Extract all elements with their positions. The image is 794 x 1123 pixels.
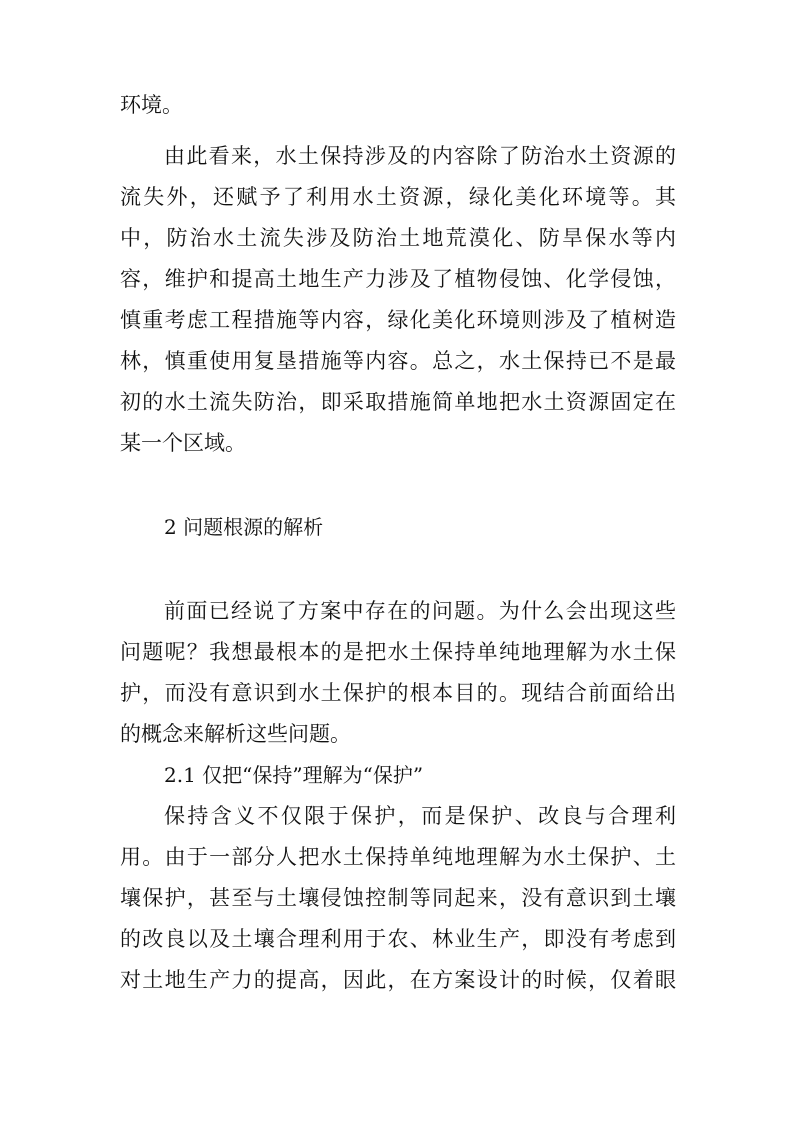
text-line: 壤保护，甚至与土壤侵蚀控制等同起来，没有意识到土壤 [120, 886, 676, 910]
text-line: 的概念来解析这些问题。 [120, 722, 351, 746]
text-line: 中，防治水土流失涉及防治土地荒漠化、防旱保水等内 [120, 226, 676, 250]
text-line: 用。由于一部分人把水土保持单纯地理解为水土保护、土 [120, 845, 676, 869]
text-line: 初的水土流失防治，即采取措施简单地把水土资源固定在 [120, 390, 676, 414]
text-line: 林，慎重使用复垦措施等内容。总之，水土保持已不是最 [120, 349, 676, 373]
text-line: 对土地生产力的提高，因此，在方案设计的时候，仅着眼 [120, 968, 676, 992]
text-line: 由此看来，水土保持涉及的内容除了防治水土资源的 [164, 144, 676, 168]
text-line: 前面已经说了方案中存在的问题。为什么会出现这些 [164, 599, 676, 623]
text-line: 保持含义不仅限于保护，而是保护、改良与合理利 [164, 804, 676, 828]
text-line: 某一个区域。 [120, 431, 246, 455]
text-line: 慎重考虑工程措施等内容，绿化美化环境则涉及了植树造 [120, 308, 676, 332]
section-heading: 2 问题根源的解析 [164, 515, 324, 539]
subsection-heading: 2.1 仅把“保持”理解为“保护” [164, 763, 424, 787]
text-line: 的改良以及土壤合理利用于农、林业生产，即没有考虑到 [120, 927, 676, 951]
text-line: 问题呢？我想最根本的是把水土保持单纯地理解为水土保 [120, 640, 676, 664]
text-line: 护，而没有意识到水土保护的根本目的。现结合前面给出 [120, 681, 676, 705]
document-page [120, 0, 676, 1123]
text-line: 流失外，还赋予了利用水土资源，绿化美化环境等。其 [120, 185, 676, 209]
text-line: 容，维护和提高土地生产力涉及了植物侵蚀、化学侵蚀， [120, 267, 676, 291]
text-line: 环境。 [120, 93, 183, 117]
